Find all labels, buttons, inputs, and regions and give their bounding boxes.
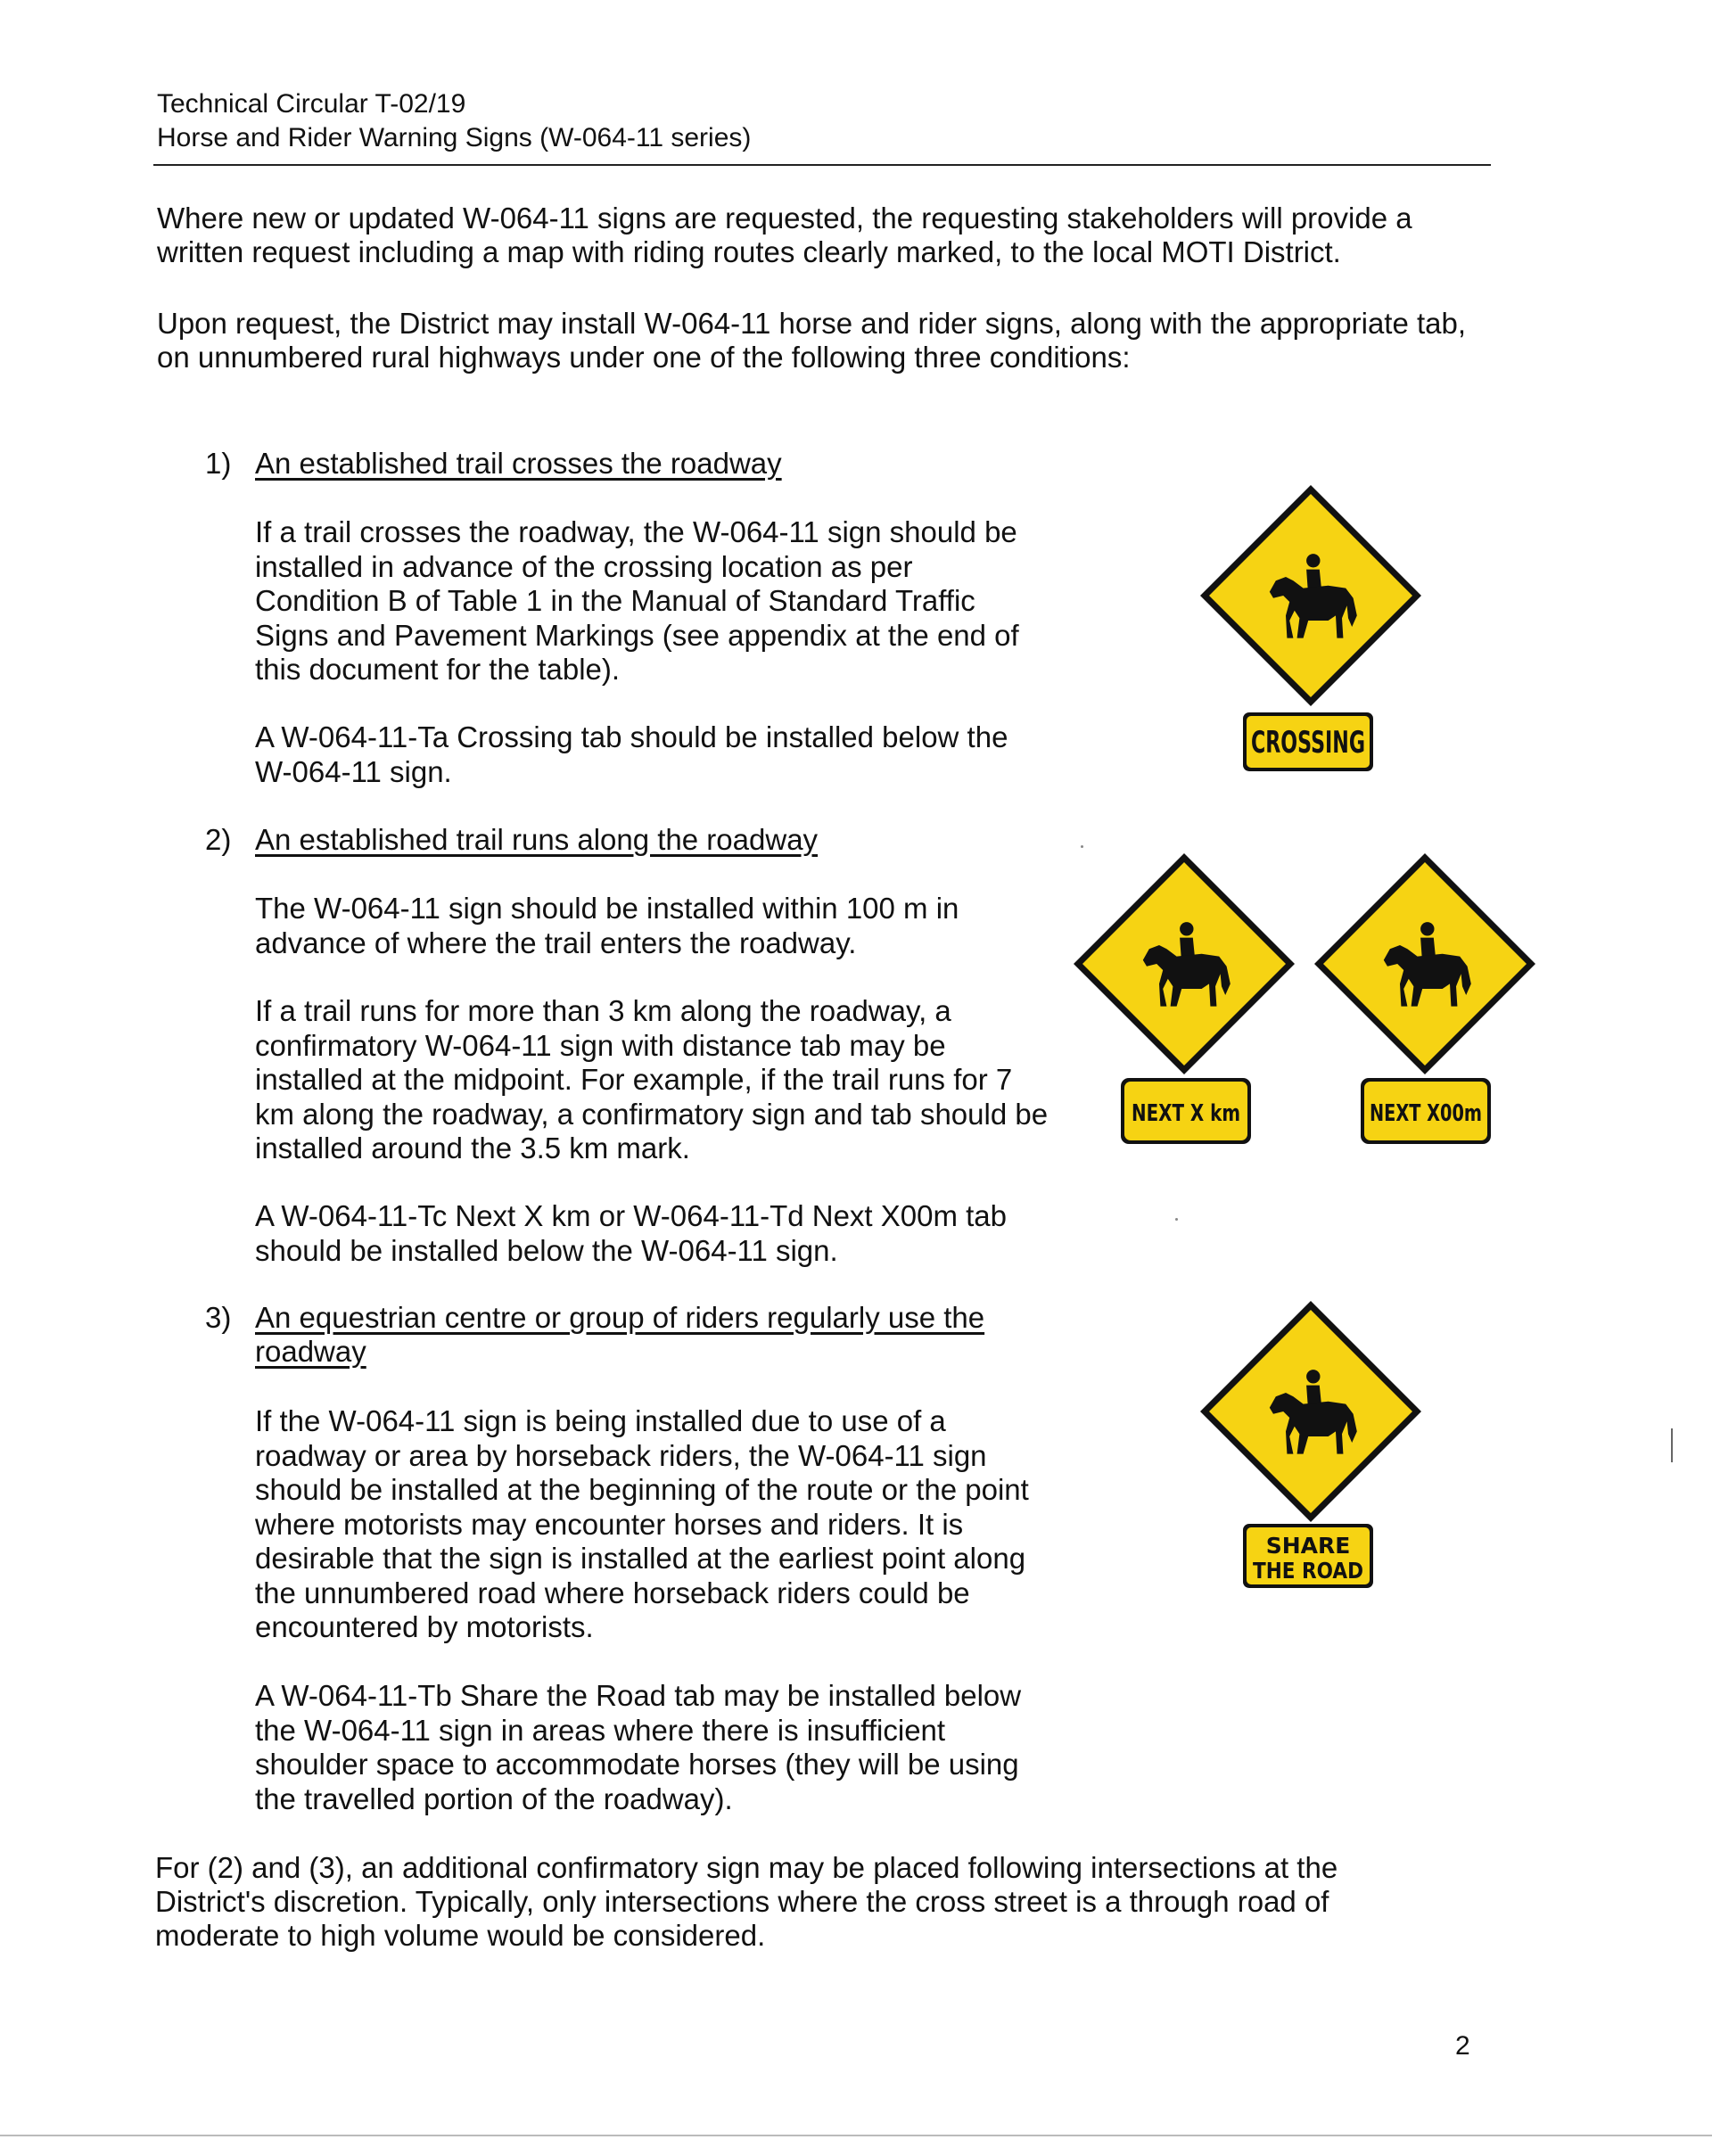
horse-rider-sign-next-m bbox=[1311, 850, 1539, 1082]
item-3-title: An equestrian centre or group of riders regularly use the roadway bbox=[255, 1301, 985, 1368]
item-2-paragraph-2: If a trail runs for more than 3 km along the roadway, a confirmatory W-064-11 sign with distance tab may be installed at the midpoint. For example, if the trail runs for 7 km along the roadway, a confirmatory sign and tab should be installed around the 3.5 km mark. bbox=[255, 994, 1049, 1164]
horse-rider-warning-icon bbox=[1197, 1297, 1425, 1526]
item-1-title: An established trail crosses the roadway bbox=[255, 447, 782, 480]
scan-edge-line bbox=[0, 2135, 1712, 2136]
closing-paragraph: For (2) and (3), an additional confirmatory sign may be placed following intersections at the District's discretion. Typically, only intersections where the cross street is a through road of moderate to high volume would be considered. bbox=[155, 1851, 1338, 1952]
circular-number: Technical Circular T-02/19 bbox=[157, 89, 466, 119]
item-3-number: 3) bbox=[205, 1301, 232, 1334]
item-1-number: 1) bbox=[205, 447, 232, 480]
item-1-paragraph-2: A W-064-11-Ta Crossing tab should be installed below the W-064-11 sign. bbox=[255, 720, 1008, 788]
next-km-tab bbox=[1119, 1076, 1253, 1146]
next-m-tab-text: NEXT X00m bbox=[1370, 1100, 1482, 1127]
header-divider bbox=[153, 164, 1491, 166]
share-road-tab bbox=[1241, 1522, 1375, 1590]
horse-rider-warning-icon bbox=[1197, 481, 1425, 710]
scan-speck bbox=[1175, 1218, 1178, 1221]
share-road-tab-line1: SHARE bbox=[1265, 1533, 1351, 1559]
crossing-tab bbox=[1241, 711, 1375, 773]
item-3-paragraph-1: If the W-064-11 sign is being installed due to use of a roadway or area by horseback riders, the W-064-11 sign should be installed at the beginning of the route or the point where motorists may encounter horses and riders. It is desirable that the sign is installed at the earliest point along the unnumbered road where horseback riders could be encountered by motorists. bbox=[255, 1404, 1029, 1643]
item-2-paragraph-3: A W-064-11-Tc Next X km or W-064-11-Td Next X00m tab should be installed below the W-064-11 sign. bbox=[255, 1199, 1008, 1267]
item-3-paragraph-2: A W-064-11-Tb Share the Road tab may be installed below the W-064-11 sign in areas where there is insufficient shoulder space to accommodate horses (they will be using the travelled portion of the roadway). bbox=[255, 1679, 1022, 1815]
intro-paragraph-1: Where new or updated W-064-11 signs are requested, the requesting stakeholders will provide a written request including a map with riding routes clearly marked, to the local MOTI District. bbox=[157, 202, 1412, 268]
next-km-tab-text: NEXT X km bbox=[1132, 1100, 1240, 1127]
share-road-tab-line2: THE ROAD bbox=[1253, 1558, 1363, 1584]
horse-rider-warning-icon bbox=[1070, 850, 1298, 1078]
horse-rider-sign-share-road bbox=[1197, 1297, 1425, 1530]
document-header bbox=[157, 87, 1491, 155]
item-2-title: An established trail runs along the roadway bbox=[255, 823, 819, 856]
item-2-number: 2) bbox=[205, 823, 232, 856]
scan-speck bbox=[1081, 845, 1083, 848]
circular-subject: Horse and Rider Warning Signs (W-064-11 series) bbox=[157, 123, 752, 152]
page-number: 2 bbox=[1455, 2031, 1470, 2061]
horse-rider-warning-icon bbox=[1311, 850, 1539, 1078]
intro-paragraph-2: Upon request, the District may install W-064-11 horse and rider signs, along with the appropriate tab, on unnumbered rural highways under one of the following three conditions: bbox=[157, 307, 1467, 374]
scan-mark bbox=[1671, 1428, 1673, 1462]
item-1-paragraph-1: If a trail crosses the roadway, the W-064-11 sign should be installed in advance of the crossing location as per Condition B of Table 1 in the Manual of Standard Traffic Signs and Pavement Markings (see appendix at the end of this document for the table). bbox=[255, 515, 1019, 686]
crossing-tab-text: CROSSING bbox=[1251, 725, 1365, 761]
next-m-tab bbox=[1359, 1076, 1493, 1146]
item-2-paragraph-1: The W-064-11 sign should be installed within 100 m in advance of where the trail enters the roadway. bbox=[255, 892, 959, 959]
horse-rider-sign-crossing bbox=[1197, 481, 1425, 714]
horse-rider-sign-next-km bbox=[1070, 850, 1298, 1082]
